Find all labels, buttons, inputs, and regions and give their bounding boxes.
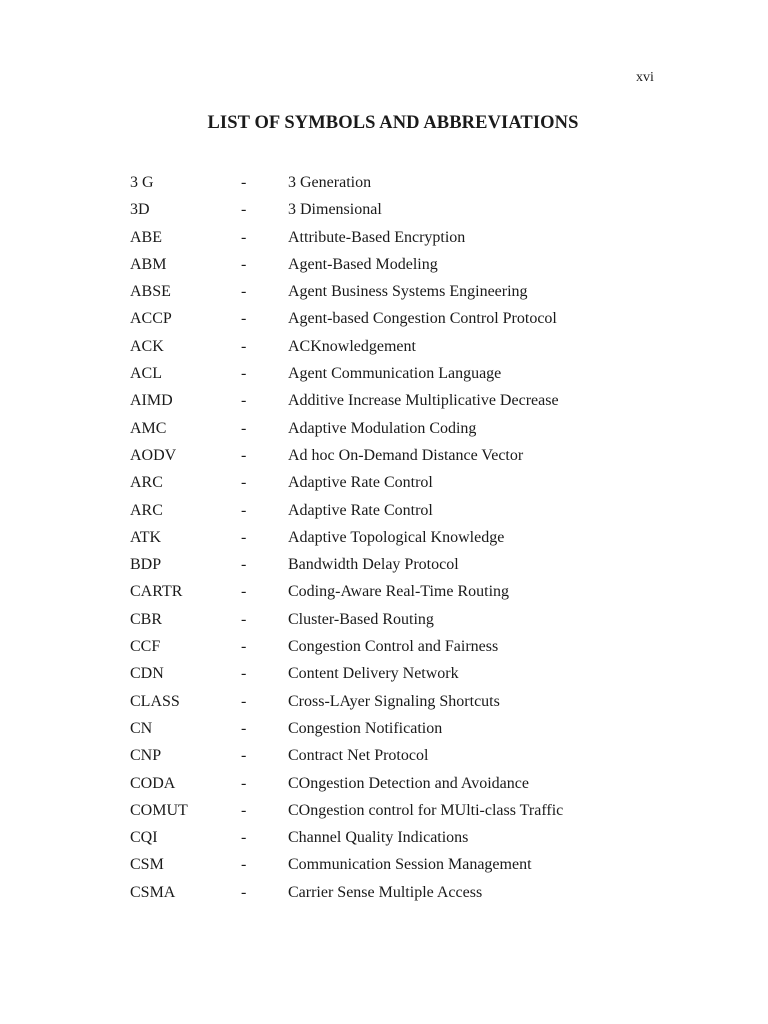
separator-dash: - xyxy=(241,174,247,191)
abbreviation-term: CSMA xyxy=(130,883,176,901)
abbreviation-term: 3 G xyxy=(130,174,154,191)
list-item xyxy=(130,633,690,660)
list-item xyxy=(130,497,690,524)
separator-dash: - xyxy=(241,310,247,328)
abbreviation-term: AIMD xyxy=(130,392,173,410)
separator-dash: - xyxy=(241,556,247,574)
separator-dash: - xyxy=(241,829,247,847)
separator-dash: - xyxy=(241,201,247,219)
list-item xyxy=(130,824,690,851)
abbreviation-definition: Congestion Notification xyxy=(288,719,443,737)
abbreviation-term: ACL xyxy=(130,365,162,383)
abbreviation-term: CBR xyxy=(130,610,163,628)
abbreviation-definition: Agent Communication Language xyxy=(288,365,502,383)
list-item xyxy=(130,551,690,578)
list-item xyxy=(130,305,690,332)
abbreviation-term: COMUT xyxy=(130,801,188,819)
abbreviation-definition: Carrier Sense Multiple Access xyxy=(288,883,483,901)
separator-dash: - xyxy=(241,747,247,765)
list-item xyxy=(130,333,690,360)
abbreviation-list xyxy=(130,169,690,906)
abbreviation-definition: Adaptive Modulation Coding xyxy=(288,419,477,437)
list-item xyxy=(130,442,690,469)
list-item xyxy=(130,742,690,769)
separator-dash: - xyxy=(241,228,247,246)
abbreviation-definition: Agent Business Systems Engineering xyxy=(288,283,528,301)
abbreviation-definition: Content Delivery Network xyxy=(288,665,459,683)
separator-dash: - xyxy=(241,665,247,683)
separator-dash: - xyxy=(241,719,247,737)
page-number: xvi xyxy=(636,70,654,85)
list-item xyxy=(130,524,690,551)
list-item xyxy=(130,688,690,715)
abbreviation-term: ABSE xyxy=(130,283,171,301)
list-item xyxy=(130,770,690,797)
list-item xyxy=(130,251,690,278)
abbreviation-term: AODV xyxy=(130,446,177,464)
separator-dash: - xyxy=(241,528,247,546)
separator-dash: - xyxy=(241,856,247,874)
abbreviation-term: BDP xyxy=(130,556,162,574)
list-item xyxy=(130,360,690,387)
abbreviation-definition: Agent-Based Modeling xyxy=(288,255,438,273)
abbreviation-definition: Attribute-Based Encryption xyxy=(288,228,466,246)
abbreviation-term: CDN xyxy=(130,665,164,683)
abbreviation-term: ACK xyxy=(130,337,164,355)
separator-dash: - xyxy=(241,255,247,273)
abbreviation-term: ABM xyxy=(130,255,167,273)
list-item xyxy=(130,660,690,687)
abbreviation-definition: Ad hoc On-Demand Distance Vector xyxy=(288,446,524,464)
separator-dash: - xyxy=(241,638,247,656)
abbreviation-definition: Adaptive Rate Control xyxy=(288,474,433,492)
abbreviation-term: CCF xyxy=(130,638,161,656)
abbreviation-term: ARC xyxy=(130,474,163,492)
list-item xyxy=(130,797,690,824)
abbreviation-term: CQI xyxy=(130,829,158,847)
separator-dash: - xyxy=(241,365,247,383)
abbreviation-definition: Agent-based Congestion Control Protocol xyxy=(288,310,557,328)
list-item xyxy=(130,224,690,251)
separator-dash: - xyxy=(241,801,247,819)
separator-dash: - xyxy=(241,692,247,710)
abbreviation-term: ACCP xyxy=(130,310,172,328)
list-item xyxy=(130,469,690,496)
abbreviation-definition: ACKnowledgement xyxy=(288,337,416,355)
list-item xyxy=(130,606,690,633)
separator-dash: - xyxy=(241,446,247,464)
abbreviation-term: ATK xyxy=(130,528,162,546)
abbreviation-term: CARTR xyxy=(130,583,183,601)
list-item xyxy=(130,169,690,196)
separator-dash: - xyxy=(241,337,247,355)
separator-dash: - xyxy=(241,392,247,410)
abbreviation-definition: Congestion Control and Fairness xyxy=(288,638,499,656)
abbreviation-definition: 3 Dimensional xyxy=(288,201,382,219)
list-item xyxy=(130,715,690,742)
abbreviation-definition: Adaptive Topological Knowledge xyxy=(288,528,505,546)
abbreviation-definition: 3 Generation xyxy=(288,174,372,191)
abbreviation-term: CSM xyxy=(130,856,164,874)
list-item xyxy=(130,415,690,442)
abbreviation-definition: Cluster-Based Routing xyxy=(288,610,434,628)
abbreviation-definition: Communication Session Management xyxy=(288,856,532,874)
abbreviation-definition: Channel Quality Indications xyxy=(288,829,469,847)
abbreviation-term: CLASS xyxy=(130,692,180,710)
abbreviation-definition: Additive Increase Multiplicative Decrease xyxy=(288,392,559,410)
abbreviation-definition: COngestion Detection and Avoidance xyxy=(288,774,529,792)
separator-dash: - xyxy=(241,419,247,437)
separator-dash: - xyxy=(241,583,247,601)
separator-dash: - xyxy=(241,774,247,792)
abbreviation-definition: Coding-Aware Real-Time Routing xyxy=(288,583,510,601)
abbreviation-definition: Contract Net Protocol xyxy=(288,747,429,765)
list-item xyxy=(130,387,690,414)
abbreviation-term: 3D xyxy=(130,201,150,219)
separator-dash: - xyxy=(241,883,247,901)
list-item xyxy=(130,879,690,906)
abbreviation-term: ARC xyxy=(130,501,163,519)
abbreviation-definition: Bandwidth Delay Protocol xyxy=(288,556,459,574)
abbreviation-definition: Adaptive Rate Control xyxy=(288,501,433,519)
page-title: LIST OF SYMBOLS AND ABBREVIATIONS xyxy=(207,113,579,133)
abbreviation-term: ABE xyxy=(130,228,162,246)
list-item xyxy=(130,851,690,878)
abbreviation-term: AMC xyxy=(130,419,167,437)
list-item xyxy=(130,578,690,605)
list-item xyxy=(130,278,690,305)
abbreviation-definition: COngestion control for MUlti-class Traffic xyxy=(288,801,564,819)
abbreviation-definition: Cross-LAyer Signaling Shortcuts xyxy=(288,692,500,710)
abbreviation-term: CNP xyxy=(130,747,162,765)
abbreviation-term: CN xyxy=(130,719,153,737)
abbreviation-term: CODA xyxy=(130,774,176,792)
separator-dash: - xyxy=(241,474,247,492)
separator-dash: - xyxy=(241,610,247,628)
separator-dash: - xyxy=(241,501,247,519)
list-item xyxy=(130,196,690,223)
separator-dash: - xyxy=(241,283,247,301)
